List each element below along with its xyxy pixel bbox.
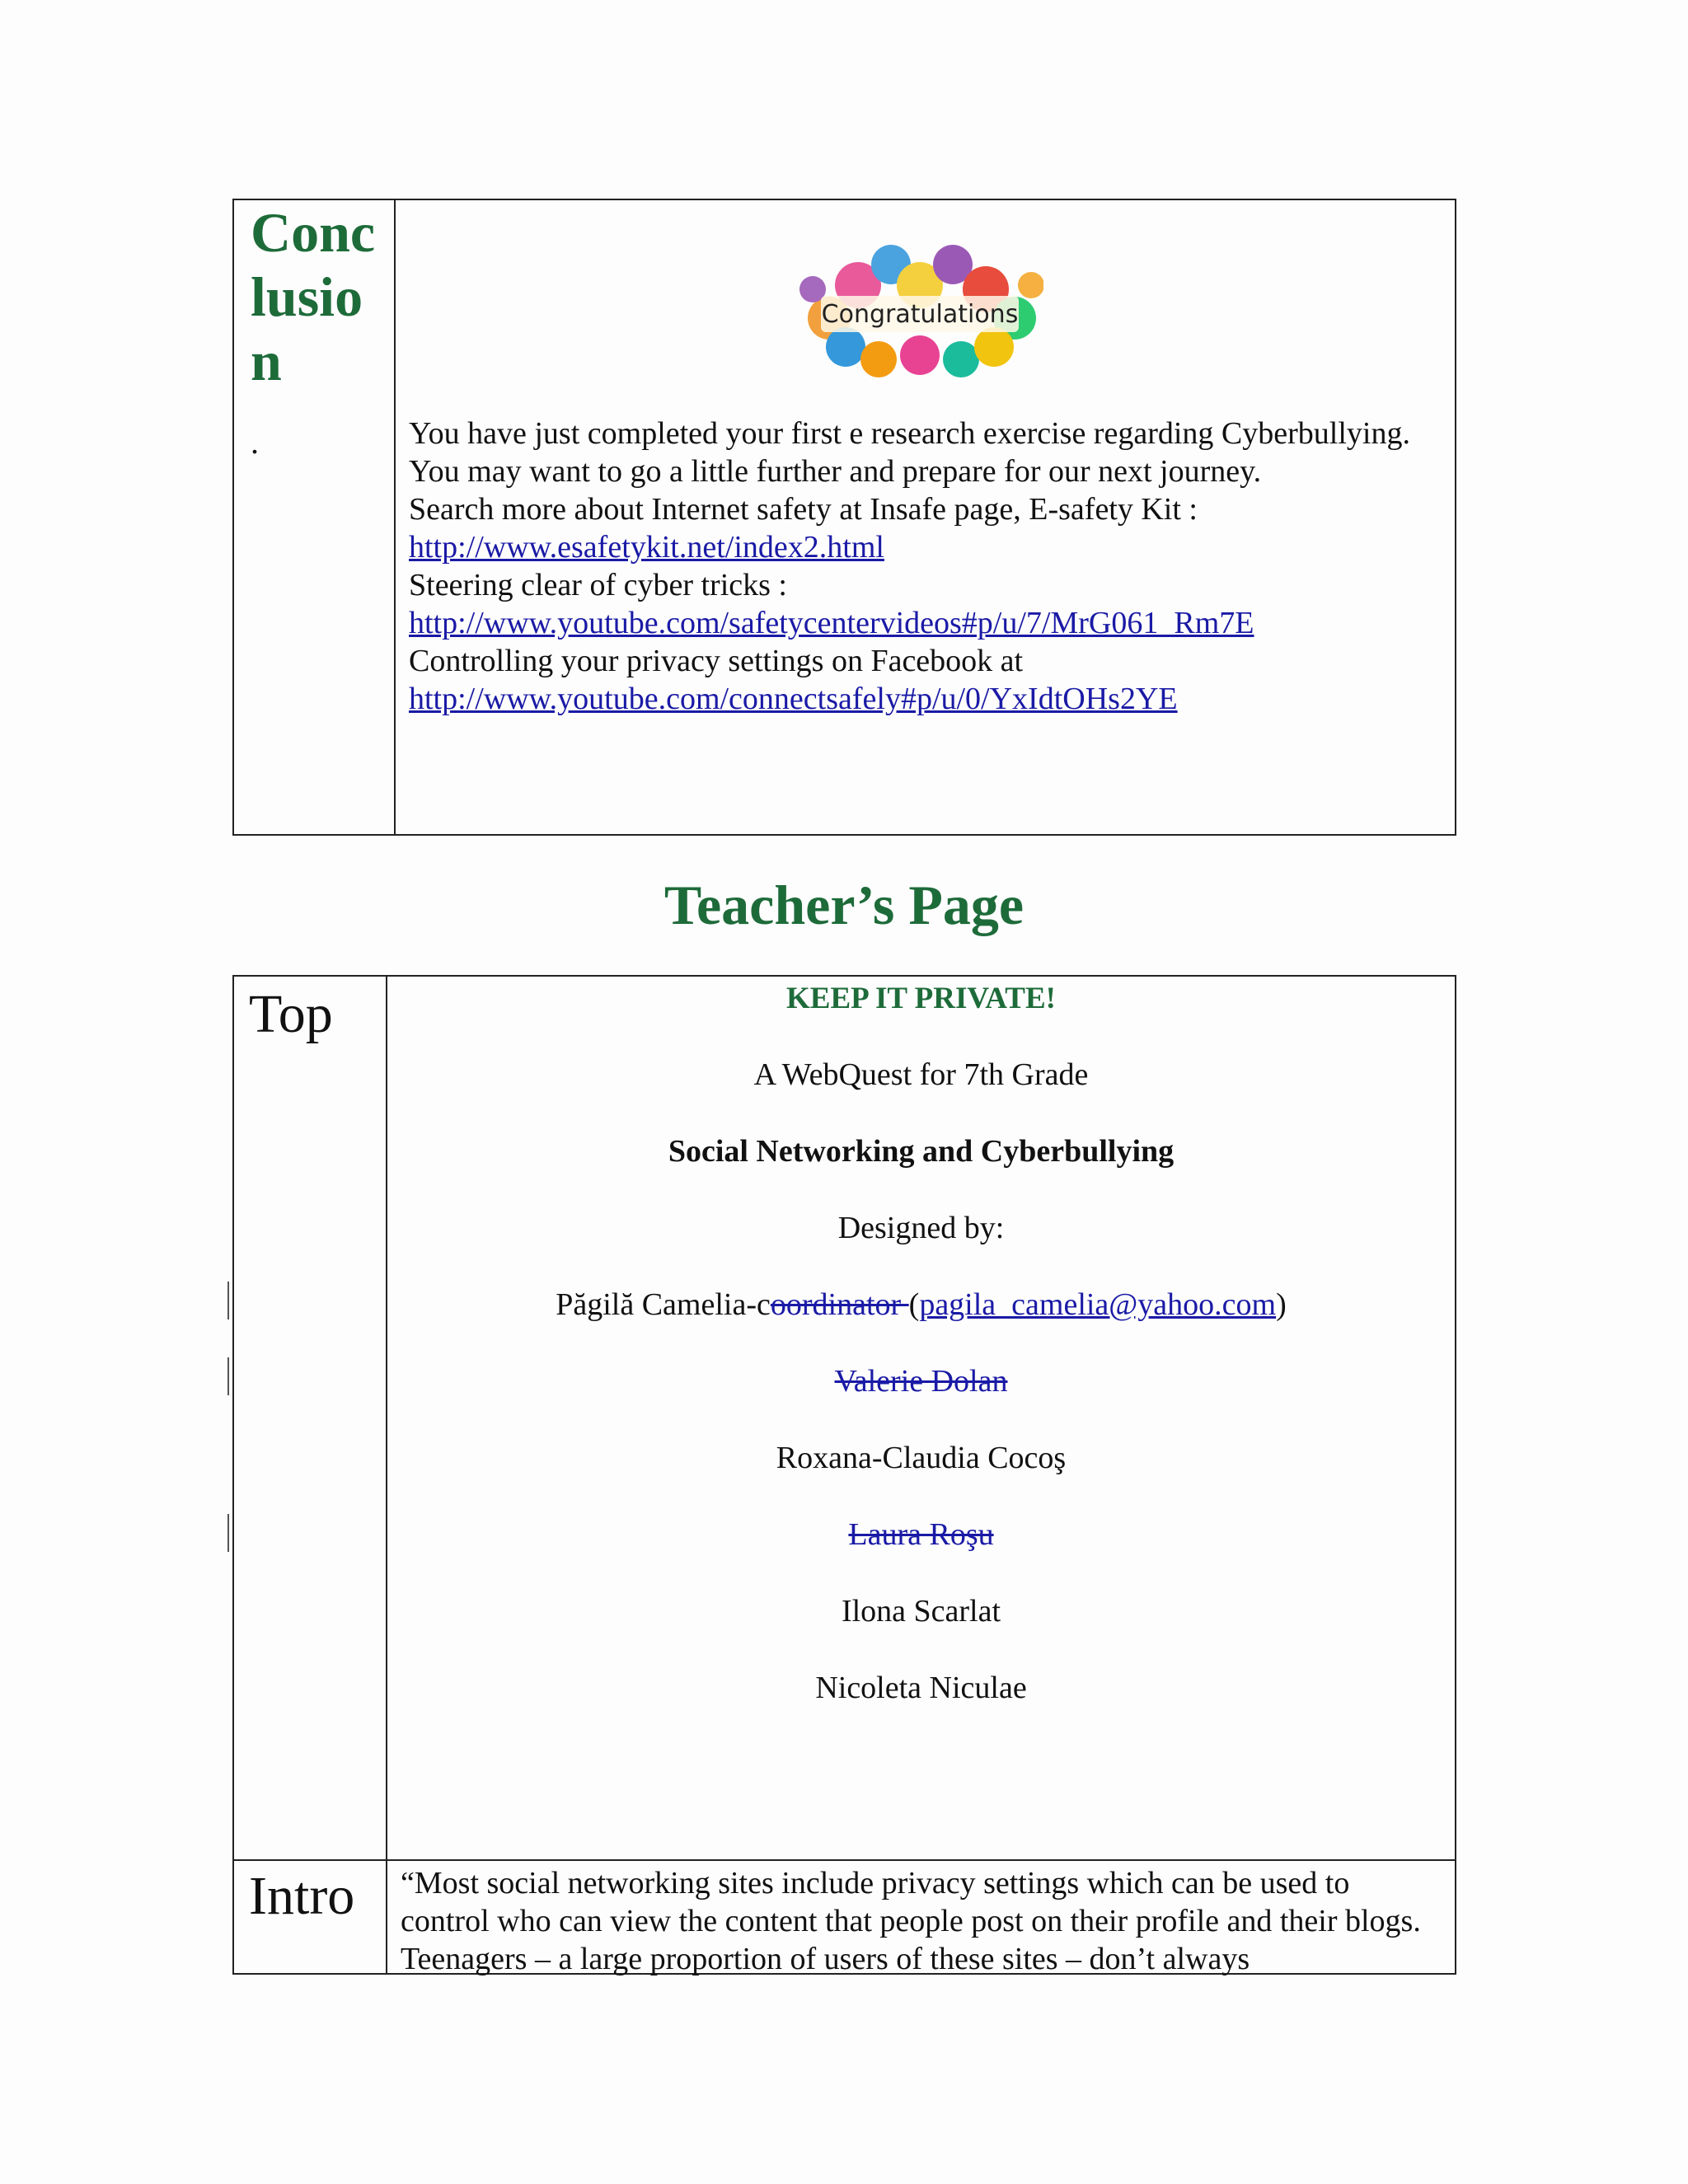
row-divider [234, 1859, 1455, 1861]
congratulations-text: Congratulations [821, 300, 1019, 329]
margin-change-bar [227, 1357, 229, 1395]
conclusion-label: Conclusion [251, 201, 376, 392]
resource-label-1: Search more about Internet safety at Insafe page, E-safety Kit : [409, 492, 1198, 527]
dot-mark: . [251, 424, 259, 461]
cyber-tricks-link[interactable]: http://www.youtube.com/safetycentervideos#p/u/7/MrG061_Rm7E [409, 606, 1254, 640]
resource-label-2: Steering clear of cyber tricks : [409, 568, 787, 602]
designer-email-link[interactable]: pagila_camelia@yahoo.com [919, 1287, 1277, 1322]
designer-name: Ilona Scarlat [841, 1594, 1001, 1629]
top-label: Top [249, 984, 333, 1044]
deleted-role: oordinator [770, 1287, 909, 1322]
congratulations-flowers-image [796, 240, 1043, 380]
designer-name: Păgilă Camelia-c [556, 1287, 771, 1322]
designer-name: Roxana-Claudia Cocoş [776, 1441, 1067, 1475]
intro-label: Intro [249, 1866, 355, 1926]
designer-name: Nicoleta Niculae [815, 1671, 1027, 1705]
deleted-designer: Laura Roşu [848, 1517, 994, 1552]
column-divider [394, 200, 396, 834]
facebook-privacy-link[interactable]: http://www.youtube.com/connectsafely#p/u/0/YxIdtOHs2YE [409, 682, 1178, 716]
conclusion-body [409, 415, 1439, 718]
intro-text: “Most social networking sites include privacy settings which can be used to control who can view the content that people post on their profile and their blogs. Teenagers – a large proportion of users of these sites – don’t always [401, 1866, 1421, 1976]
margin-change-bar [227, 1514, 229, 1552]
conclusion-table [232, 199, 1456, 836]
teacher-page-title: Teacher’s Page [663, 874, 1025, 936]
margin-change-bar [227, 1282, 229, 1319]
deleted-designer: Valerie Dolan [834, 1364, 1008, 1399]
teacher-table [232, 975, 1456, 1975]
webquest-subtitle: A WebQuest for 7th Grade [753, 1057, 1089, 1092]
resource-label-3: Controlling your privacy settings on Facebook at [409, 644, 1024, 678]
conclusion-intro: You have just completed your first e research exercise regarding Cyberbullying. You may want to go a little further and prepare for our next journey. [409, 416, 1410, 489]
designed-by-label: Designed by: [837, 1211, 1005, 1245]
esafety-kit-link[interactable]: http://www.esafetykit.net/index2.html [409, 530, 884, 565]
designer-coordinator: Păgilă Camelia-coordinator (pagila_camelia@yahoo.com) [556, 1287, 1287, 1322]
webquest-heading: KEEP IT PRIVATE! [786, 982, 1056, 1015]
webquest-topic: Social Networking and Cyberbullying [668, 1134, 1175, 1169]
